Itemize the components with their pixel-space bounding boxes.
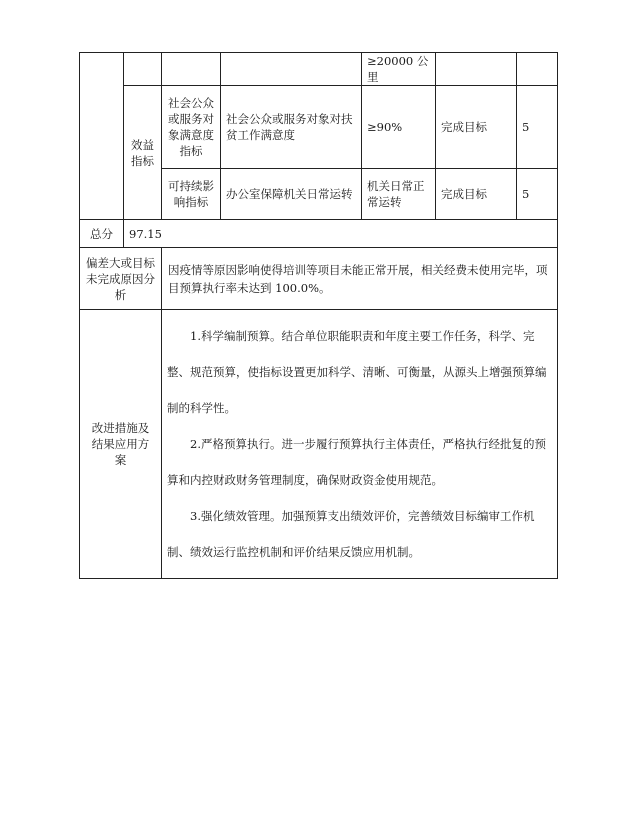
- improvement-plan-label: 改进措施及结果应用方案: [80, 310, 162, 579]
- total-score-label: 总分: [80, 220, 124, 248]
- completion-status-cell: [436, 53, 517, 86]
- deviation-analysis-text: 因疫情等原因影响使得培训等项目未能正常开展，相关经费未使用完毕，项目预算执行率未达到 100.0%。: [162, 248, 558, 310]
- first-level-indicator-cell: [80, 53, 124, 220]
- improvement-plan-content: [162, 310, 558, 579]
- third-level-indicator-cell: [162, 53, 221, 86]
- second-level-indicator-cell: [124, 53, 162, 86]
- improvement-paragraph-2: 2.严格预算执行。进一步履行预算执行主体责任，严格执行经批复的预算和内控财政财务管理制度，确保财政资金使用规范。: [167, 437, 546, 487]
- total-score-value: 97.15: [124, 220, 558, 248]
- deviation-analysis-label: 偏差大或目标未完成原因分析: [80, 248, 162, 310]
- table-row-deviation: [80, 248, 558, 310]
- satisfaction-value: ≥90%: [362, 86, 436, 169]
- table-row-improvement: [80, 310, 558, 579]
- satisfaction-status: 完成目标: [436, 86, 517, 169]
- satisfaction-indicator-label: 社会公众或服务对象满意度指标: [162, 86, 221, 169]
- benefit-indicator-category: 效益指标: [124, 86, 162, 220]
- sustainable-value: 机关日常正常运转: [362, 169, 436, 220]
- satisfaction-score: 5: [517, 86, 558, 169]
- sustainable-description: 办公室保障机关日常运转: [221, 169, 362, 220]
- indicator-description-cell: [221, 53, 362, 86]
- sustainable-indicator-label: 可持续影响指标: [162, 169, 221, 220]
- table-row-total: [80, 220, 558, 248]
- performance-evaluation-table: [79, 52, 558, 579]
- table-row-partial: [80, 53, 558, 86]
- sustainable-status: 完成目标: [436, 169, 517, 220]
- score-cell: [517, 53, 558, 86]
- sustainable-score: 5: [517, 169, 558, 220]
- satisfaction-description: 社会公众或服务对象对扶贫工作满意度: [221, 86, 362, 169]
- indicator-value-cell: ≥20000 公里: [362, 53, 436, 86]
- table-row-satisfaction: [80, 86, 558, 169]
- improvement-paragraph-3: 3.强化绩效管理。加强预算支出绩效评价，完善绩效目标编审工作机制、绩效运行监控机制和评价结果反馈应用机制。: [167, 509, 535, 559]
- improvement-paragraph-1: 1.科学编制预算。结合单位职能职责和年度主要工作任务，科学、完整、规范预算，使指标设置更加科学、清晰、可衡量，从源头上增强预算编制的科学性。: [167, 329, 547, 415]
